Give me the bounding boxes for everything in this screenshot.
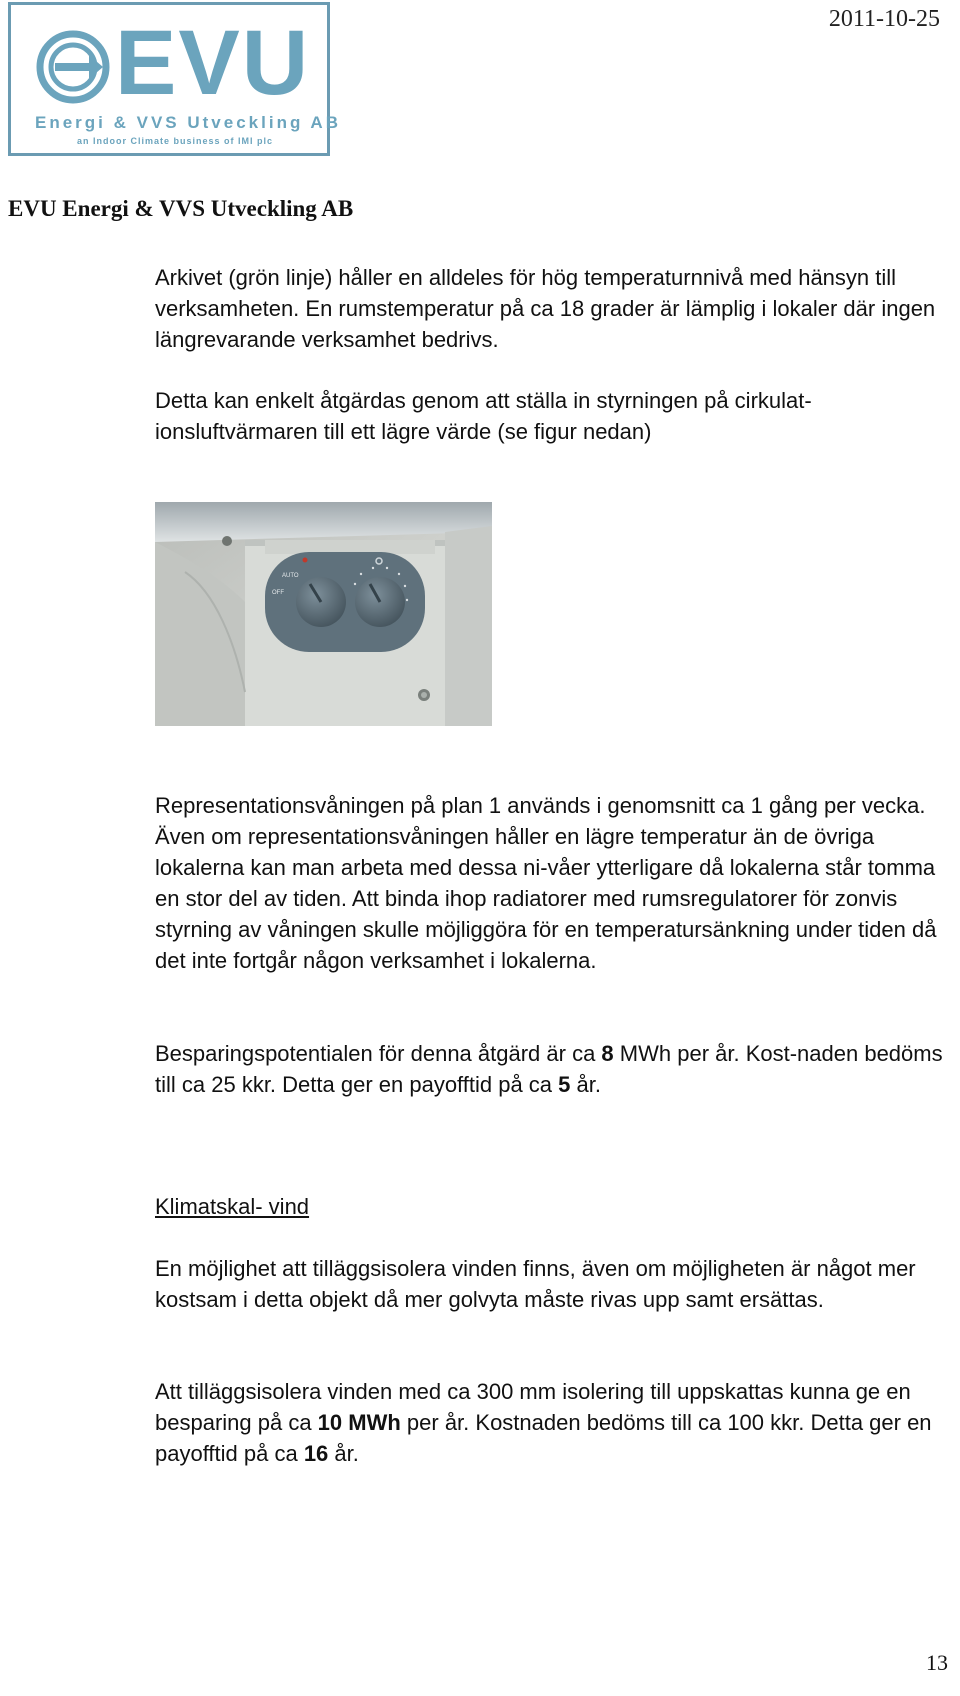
section-heading-climate-shell-attic: Klimatskal- vind bbox=[155, 1194, 310, 1219]
auto-label: AUTO bbox=[282, 573, 299, 579]
heater-control-photo bbox=[155, 502, 492, 726]
paragraph-savings-1: Besparingspotentialen för denna åtgärd är ca 8 MWh per år. Kost-naden bedöms till ca 25 kkr. Detta ger en payofftid på ca 5 år. bbox=[155, 1041, 943, 1097]
company-heading: EVU Energi & VVS Utveckling AB bbox=[8, 196, 354, 221]
evu-logo bbox=[8, 2, 341, 156]
page-number: 13 bbox=[926, 1650, 948, 1675]
paragraph-attic-insulation: En möjlighet att tilläggsisolera vinden finns, även om möjligheten är något mer kostsam i detta objekt då mer golvyta måste rivas upp samt ersättas. bbox=[155, 1256, 916, 1312]
evu-circle-arrow-icon bbox=[33, 27, 113, 107]
logo-tagline: an Indoor Climate business of IMI plc bbox=[77, 136, 274, 146]
paragraph-adjust-control: Detta kan enkelt åtgärdas genom att ställa in styrningen på cirkulat-ionsluftvärmaren till ett lägre värde (se figur nedan) bbox=[155, 388, 812, 444]
paragraph-savings-2: Att tilläggsisolera vinden med ca 300 mm isolering till uppskattas kunna ge en besparing på ca 10 MWh per år. Kostnaden bedöms till ca 100 kkr. Detta ger en payofftid på ca 16 år. bbox=[155, 1379, 932, 1466]
logo-company-name: Energi & VVS Utveckling AB bbox=[35, 113, 341, 132]
paragraph-representation-floor: Representationsvåningen på plan 1 används i genomsnitt ca 1 gång per vecka. Även om representationsvåningen håller en lägre temperatur än de övriga lokalerna kan man arbeta med dessa ni-våer ytterligare då lokalerna står tomma en stor del av tiden. Att binda ihop radiatorer med rumsregulatorer för zonvis styrning av våningen skulle möjliggöra för en temperatursänkning under tiden då det inte fortgår någon verksamhet i lokalerna. bbox=[155, 793, 937, 973]
off-label: OFF bbox=[272, 590, 284, 596]
document-date: 2011-10-25 bbox=[828, 6, 940, 32]
paragraph-archive: Arkivet (grön linje) håller en alldeles för hög temperaturnnivå med hänsyn till verksamheten. En rumstemperatur på ca 18 grader är lämplig i lokaler där ingen längrevarande verksamhet bedrivs. bbox=[155, 265, 936, 352]
logo-letters: EVU bbox=[115, 12, 311, 114]
